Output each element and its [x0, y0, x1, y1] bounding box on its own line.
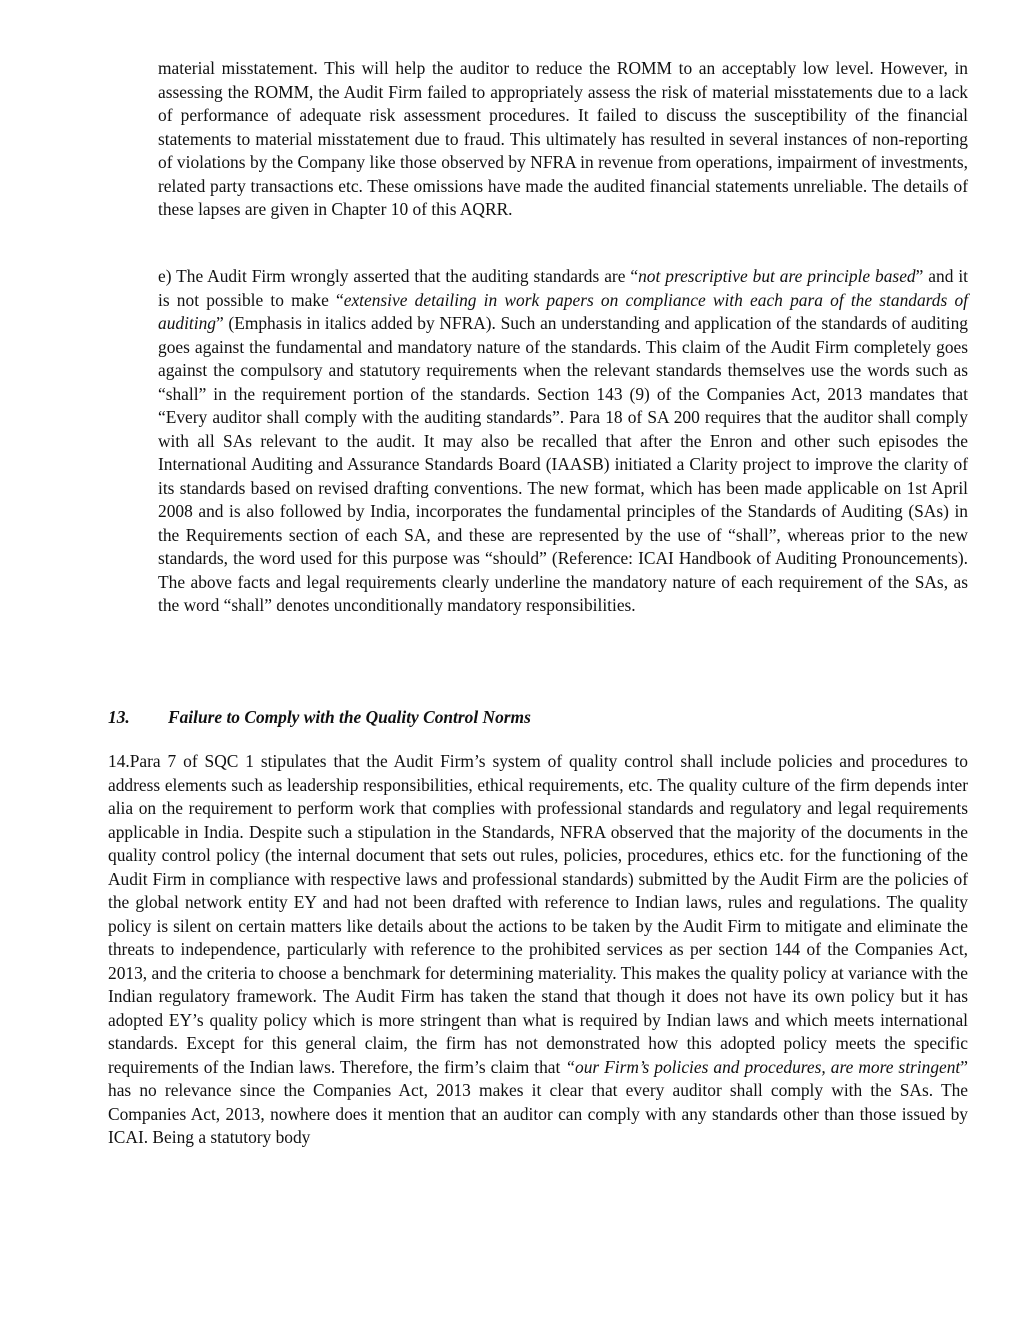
paragraph-text: ” and it is not possible to make “ [158, 266, 969, 310]
paragraph-quality-control [108, 750, 968, 1150]
section-number: 13. [108, 707, 130, 727]
section-title: Failure to Comply with the Quality Control Norms [168, 707, 531, 727]
paragraph-text: 14.Para 7 of SQC 1 stipulates that the Audit Firm’s system of quality control shall include policies and procedures to address elements such as leadership responsibilities, ethical requirements, etc. The quality culture of the firm depends inter alia on the requirement to perform work that complies with professional standards and regulatory and legal requirements applicable in India. Despite such a stipulation in the Standards, NFRA observed that the majority of the documents in the quality control policy (the internal document that sets out rules, policies, procedures, ethics etc. for the functioning of the Audit Firm in compliance with respective laws and professional standards) submitted by the Audit Firm are the policies of the global network entity EY and had not been drafted with reference to Indian laws, rules and regulations. The quality policy is silent on certain matters like details about the actions to be taken by the Audit Firm to mitigate and eliminate the threats to independence, particularly with reference to the prohibited services as per section 144 of the Companies Act, 2013, and the criteria to choose a benchmark for determining materiality. This makes the quality policy at variance with the Indian regulatory framework. The Audit Firm has taken the stand that though it does not have its own policy but it has adopted EY’s quality policy which is more stringent than what is required by Indian laws and which meets international standards. Except for this general claim, the firm has not demonstrated how this adopted policy meets the specific requirements of the Indian laws. Therefore, the firm’s claim that [108, 751, 968, 1077]
section-heading [108, 706, 531, 730]
paragraph-romm [158, 57, 968, 222]
italic-quote: “our Firm’s policies and procedures, are more stringent [565, 1056, 961, 1077]
paragraph-romm-text: material misstatement. This will help the auditor to reduce the ROMM to an acceptably low level. However, in assessing the ROMM, the Audit Firm failed to appropriately assess the risk of material misstatements due to a lack of performance of adequate risk assessment procedures. It failed to discuss the susceptibility of the financial statements to material misstatement due to fraud. This ultimately has resulted in several instances of non-reporting of violations by the Company like those observed by NFRA in revenue from operations, impairment of investments, related party transactions etc. These omissions have made the audited financial statements unreliable. The details of these lapses are given in Chapter 10 of this AQRR. [158, 58, 968, 219]
paragraph-auditing-standards [158, 265, 968, 618]
paragraph-text: ” has no relevance since the Companies Act, 2013 makes it clear that every auditor shall comply with the SAs. The Companies Act, 2013, nowhere does it mention that an auditor can comply with any standards other than those issued by ICAI. Being a statutory body [108, 1056, 968, 1147]
paragraph-text: e) The Audit Firm wrongly asserted that the auditing standards are “ [158, 266, 639, 286]
italic-quote: extensive detailing in work papers on compliance with each para of the standards of auditing [158, 289, 968, 333]
italic-quote: not prescriptive but are principle based [638, 266, 916, 286]
paragraph-text: ” (Emphasis in italics added by NFRA). Such an understanding and application of the standards of auditing goes against the fundamental and mandatory nature of the standards. This claim of the Audit Firm completely goes against the compulsory and statutory requirements when the relevant standards themselves use the words such as “shall” in the requirement portion of the standards. Section 143 (9) of the Companies Act, 2013 mandates that “Every auditor shall comply with the auditing standards”. Para 18 of SA 200 requires that the auditor shall comply with all SAs relevant to the audit. It may also be recalled that after the Enron and other such episodes the International Auditing and Assurance Standards Board (IAASB) initiated a Clarity project to improve the clarity of its standards based on revised drafting conventions. The new format, which has been made applicable on 1st April 2008 and is also followed by India, incorporates the fundamental principles of the Standards of Auditing (SAs) in the Requirements section of each SA, and these are represented by the use of “shall”, whereas prior to the new standards, the word used for this purpose was “should” (Reference: ICAI Handbook of Auditing Pronouncements). The above facts and legal requirements clearly underline the mandatory nature of each requirement of the SAs, as the word “shall” denotes unconditionally mandatory responsibilities. [158, 313, 968, 615]
